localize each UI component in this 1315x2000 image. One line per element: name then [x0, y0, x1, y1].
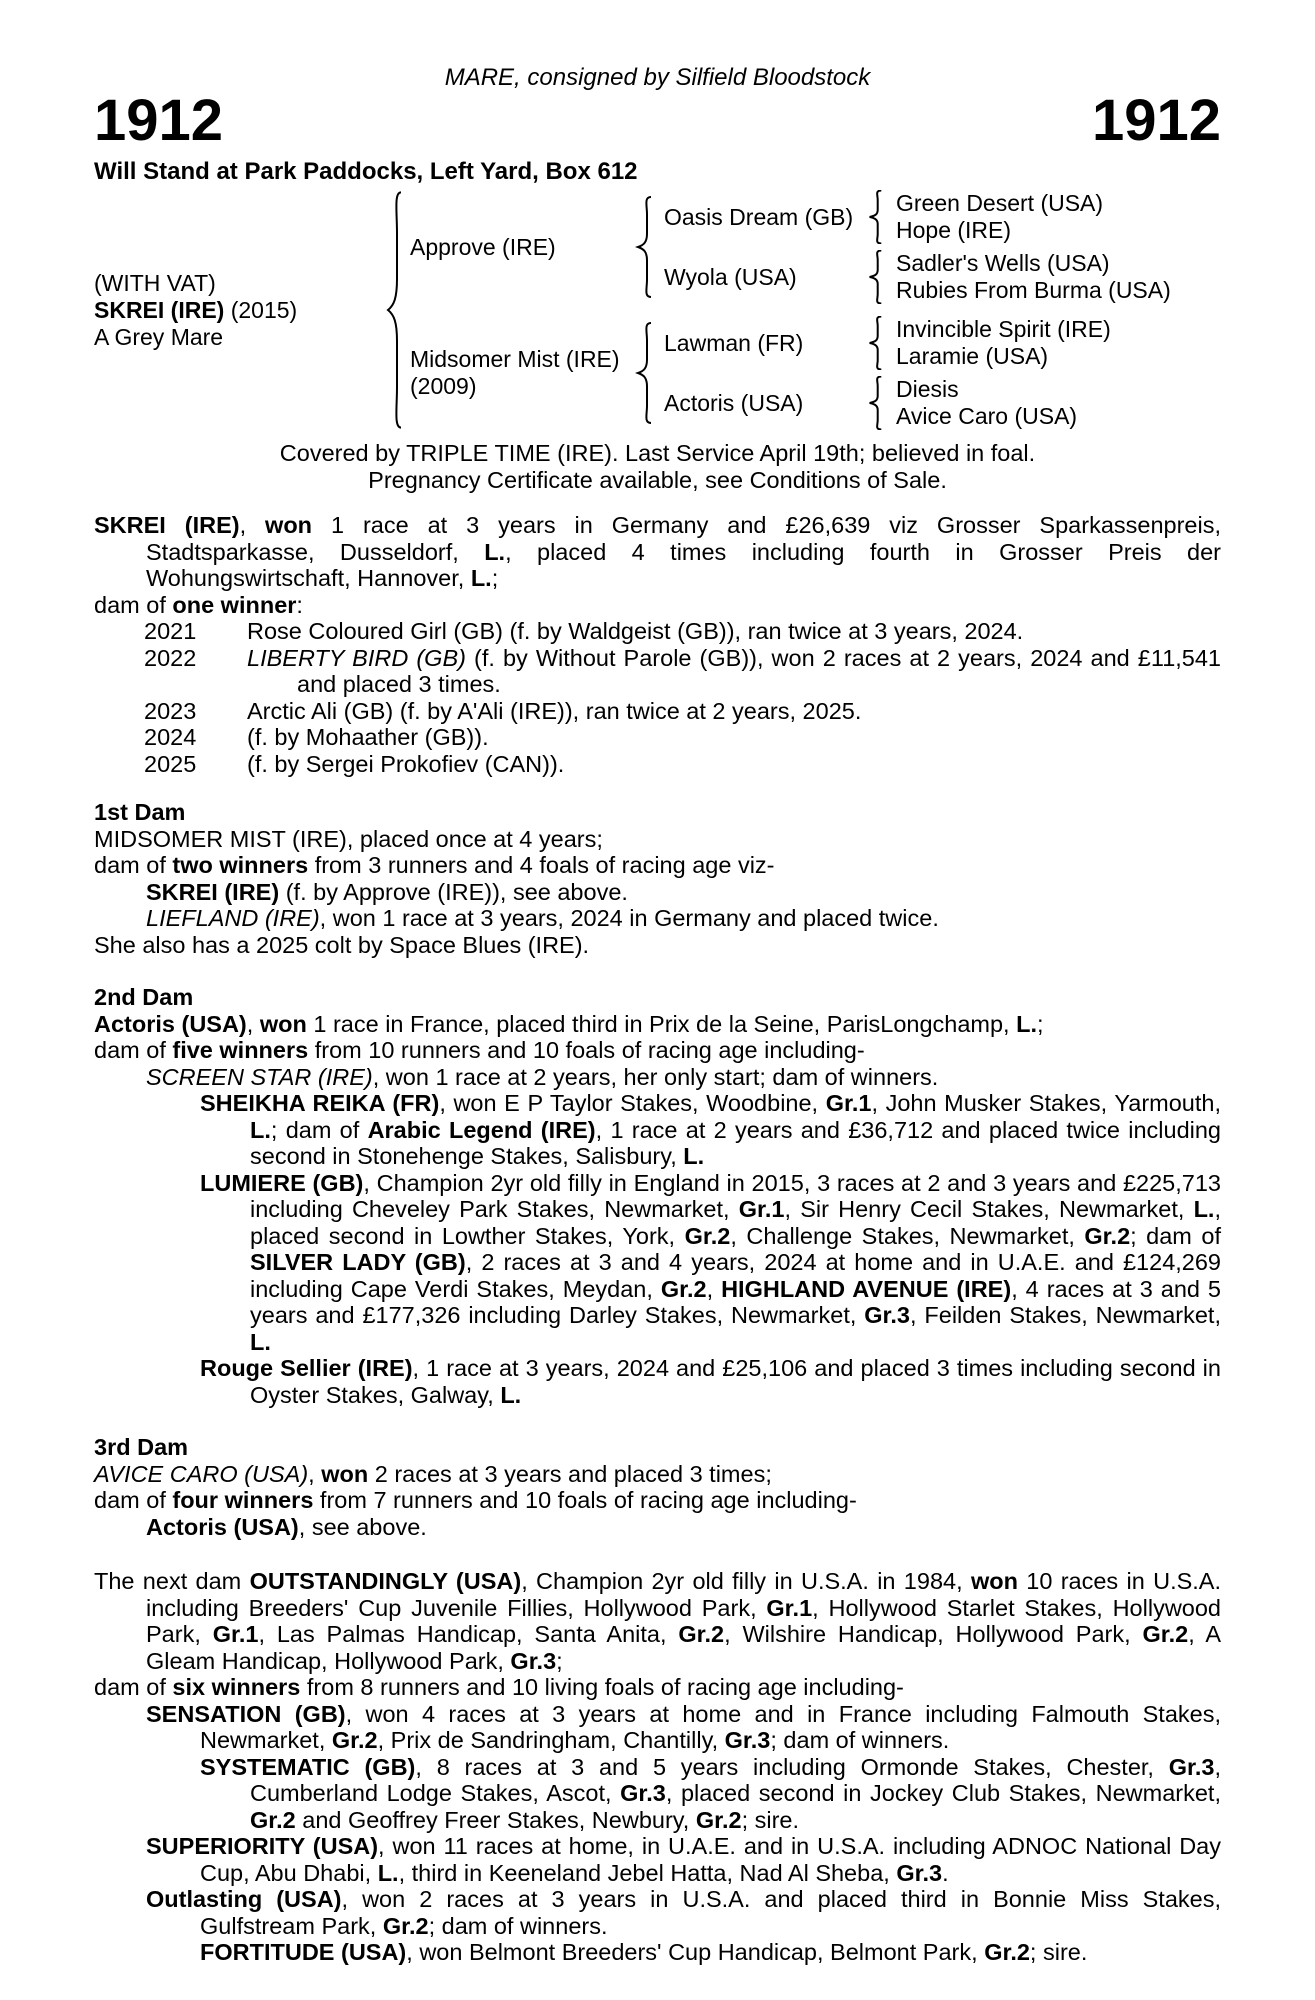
pedigree-paragraph: dam of two winners from 3 runners and 4 foals of racing age viz- [94, 852, 775, 878]
subject-year: (2015) [230, 296, 298, 323]
sire-sire-name: Oasis Dream (GB) [664, 203, 854, 230]
pedigree-paragraph: Actoris (USA), see above. [146, 1513, 427, 1540]
pedigree-paragraph: dam of one winner: [94, 591, 303, 618]
dam-heading: 1st Dam [94, 799, 186, 825]
foal-entry-text: (f. by Sergei Prokofiev (CAN)). [247, 750, 565, 777]
covering-note [94, 440, 1221, 494]
great-granddam-name: Laramie (USA) [896, 343, 1049, 369]
subject-line [94, 297, 384, 324]
pedigree-paragraph: SENSATION (GB), won 4 races at 3 years at home and in France including Falmouth Stakes, Newmarket, Gr.2, Prix de Sandringham, Chantilly, Gr.3; dam of winners. [146, 1700, 1222, 1753]
foal-entry-row [94, 618, 1221, 645]
foal-entry-row [94, 698, 1221, 725]
dam-heading: 3rd Dam [94, 1434, 189, 1460]
pedigree-paragraph: dam of five winners from 10 runners and 10 foals of racing age including- [94, 1037, 865, 1063]
foal-year: 2021 [144, 618, 197, 644]
pedigree-paragraph: FORTITUDE (USA), won Belmont Breeders' Cup Handicap, Belmont Park, Gr.2; sire. [200, 1939, 1088, 1965]
vat-note: (WITH VAT) [94, 269, 216, 296]
pedigree-paragraph: LIEFLAND (IRE), won 1 race at 3 years, 2024 in Germany and placed twice. [146, 905, 939, 931]
foal-entry-text: (f. by Mohaather (GB)). [247, 724, 489, 750]
pedigree-paragraph: She also has a 2025 colt by Space Blues (IRE). [94, 931, 590, 958]
great-grandsire-name: Sadler's Wells (USA) [896, 250, 1110, 276]
catalogue-body [94, 512, 1221, 1966]
pedigree-paragraph: dam of four winners from 7 runners and 10 foals of racing age including- [94, 1487, 857, 1513]
dam-dam-name: Actoris (USA) [664, 389, 804, 416]
brace-icon [866, 376, 884, 430]
foal-year: 2024 [144, 724, 197, 750]
pedigree-parents [404, 190, 1171, 430]
great-grandparents [884, 190, 1103, 244]
foal-entry-row [94, 751, 1221, 778]
foal-entry-text: Rose Coloured Girl (GB) (f. by Waldgeist (GB)), ran twice at 3 years, 2024. [247, 618, 1024, 644]
dam-branch [404, 316, 1171, 430]
brace-icon [866, 250, 884, 304]
dam-dam-branch [654, 376, 1111, 430]
pedigree-paragraph: Outlasting (USA), won 2 races at 3 years in U.S.A. and placed third in Bonnie Miss Stakes, Gulfstream Park, Gr.2; dam of winners. [146, 1886, 1221, 1939]
pedigree-paragraph: SYSTEMATIC (GB), 8 races at 3 and 5 years including Ormonde Stakes, Chester, Gr.3, Cumberland Lodge Stakes, Ascot, Gr.3, placed second in Jockey Club Stakes, Newmarket, Gr.2 and Geoffrey Freer Stakes, Newbury, Gr.2; sire. [200, 1753, 1222, 1833]
great-grandsire-name: Diesis [896, 376, 959, 402]
lot-number-row [94, 88, 1221, 153]
dam-name: Midsomer Mist (IRE) (2009) [404, 346, 634, 400]
great-grandparents [884, 316, 1111, 370]
subject-name: SKREI (IRE) [94, 296, 225, 323]
sire-sire-branch [654, 190, 1171, 244]
pedigree-paragraph: Rouge Sellier (IRE), 1 race at 3 years, 2024 and £25,106 and placed 3 times including second in Oyster Stakes, Galway, L. [200, 1355, 1221, 1408]
stand-line: Will Stand at Park Paddocks, Left Yard, Box 612 [94, 158, 638, 185]
great-granddam-name: Rubies From Burma (USA) [896, 277, 1171, 303]
foal-year: 2022 [144, 644, 197, 671]
great-grandsire-name: Invincible Spirit (IRE) [896, 316, 1111, 342]
dam-sire-branch [654, 316, 1111, 370]
dam-heading: 2nd Dam [94, 984, 194, 1010]
brace-icon [634, 322, 654, 424]
brace-icon [384, 190, 404, 430]
pedigree-paragraph: SHEIKHA REIKA (FR), won E P Taylor Stakes, Woodbine, Gr.1, John Musker Stakes, Yarmouth, L.; dam of Arabic Legend (IRE), 1 race at 2 years and £36,712 and placed twice including second in Stonehenge Stakes, Salisbury, L. [200, 1090, 1222, 1169]
great-grandparents [884, 250, 1171, 304]
foal-entry-row [94, 724, 1221, 751]
pedigree-paragraph: Actoris (USA), won 1 race in France, placed third in Prix de la Seine, ParisLongchamp, L.; [94, 1010, 1044, 1037]
great-granddam-name: Avice Caro (USA) [896, 403, 1078, 429]
lot-number-right: 1912 [1091, 88, 1221, 153]
pedigree-paragraph: MIDSOMER MIST (IRE), placed once at 4 years; [94, 825, 603, 852]
pedigree-paragraph: The next dam OUTSTANDINGLY (USA), Champion 2yr old filly in U.S.A. in 1984, won 10 races in U.S.A. including Breeders' Cup Juvenile Fillies, Hollywood Park, Gr.1, Hollywood Starlet Stakes, Hollywood Park, Gr.1, Las Palmas Handicap, Santa Anita, Gr.2, Wilshire Handicap, Hollywood Park, Gr.2, A Gleam Handicap, Hollywood Park, Gr.3; [94, 1568, 1222, 1674]
dam-sire-name: Lawman (FR) [664, 329, 804, 356]
great-grandparents [884, 376, 1077, 430]
sire-dam-branch [654, 250, 1171, 304]
pedigree-paragraph: LUMIERE (GB), Champion 2yr old filly in England in 2015, 3 races at 2 and 3 years and £225,713 including Cheveley Park Stakes, Newmarket, Gr.1, Sir Henry Cecil Stakes, Newmarket, L., placed second in Lowther Stakes, York, Gr.2, Challenge Stakes, Newmarket, Gr.2; dam of SILVER LADY (GB), 2 races at 3 and 4 years, 2024 at home and in U.A.E. and £124,269 including Cape Verdi Stakes, Meydan, Gr.2, HIGHLAND AVENUE (IRE), 4 races at 3 and 5 years and £177,326 including Darley Stakes, Newmarket, Gr.3, Feilden Stakes, Newmarket, L. [200, 1169, 1222, 1355]
pedigree-paragraph: SKREI (IRE) (f. by Approve (IRE)), see above. [146, 878, 628, 905]
great-granddam-name: Hope (IRE) [896, 217, 1012, 243]
pedigree-paragraph: SUPERIORITY (USA), won 11 races at home, in U.A.E. and in U.S.A. including ADNOC National Day Cup, Abu Dhabi, L., third in Keeneland Jebel Hatta, Nad Al Sheba, Gr.3. [146, 1833, 1221, 1886]
foal-entry-row [94, 645, 1221, 698]
sire-grandparents [654, 190, 1171, 304]
dam-grandparents [654, 316, 1111, 430]
pedigree-tree [94, 190, 1221, 430]
covering-note-line-1: Covered by TRIPLE TIME (IRE). Last Service April 19th; believed in foal. [279, 440, 1036, 466]
brace-icon [866, 316, 884, 370]
pedigree-paragraph: dam of six winners from 8 runners and 10 living foals of racing age including- [94, 1674, 904, 1700]
brace-icon [866, 190, 884, 244]
sire-dam-name: Wyola (USA) [664, 263, 797, 290]
covering-note-line-2: Pregnancy Certificate available, see Conditions of Sale. [368, 467, 947, 493]
brace-icon [634, 196, 654, 298]
consignor-line: MARE, consigned by Silfield Bloodstock [444, 64, 871, 91]
pedigree-subject [94, 270, 384, 351]
foal-entry-text: LIBERTY BIRD (GB) (f. by Without Parole (GB)), won 2 races at 2 years, 2024 and £11,541 and placed 3 times. [247, 644, 1222, 697]
pedigree-paragraph: AVICE CARO (USA), won 2 races at 3 years and placed 3 times; [94, 1460, 772, 1487]
sire-name: Approve (IRE) [410, 233, 556, 260]
pedigree-paragraph: SCREEN STAR (IRE), won 1 race at 2 years, her only start; dam of winners. [146, 1063, 939, 1090]
dam-year: (2009) [410, 373, 477, 399]
foal-entry-text: Arctic Ali (GB) (f. by A'Ali (IRE)), ran twice at 2 years, 2025. [247, 697, 862, 724]
subject-desc: A Grey Mare [94, 323, 224, 350]
lot-number-left: 1912 [94, 88, 224, 153]
foal-year: 2025 [144, 750, 197, 777]
foal-year: 2023 [144, 697, 197, 724]
pedigree-paragraph: SKREI (IRE), won 1 race at 3 years in Germany and £26,639 viz Grosser Sparkassenpreis, Stadtsparkasse, Dusseldorf, L., placed 4 times including fourth in Grosser Preis der Wohungswirtschaft, Hannover, L.; [94, 512, 1221, 591]
great-grandsire-name: Green Desert (USA) [896, 190, 1104, 216]
sire-branch [404, 190, 1171, 304]
